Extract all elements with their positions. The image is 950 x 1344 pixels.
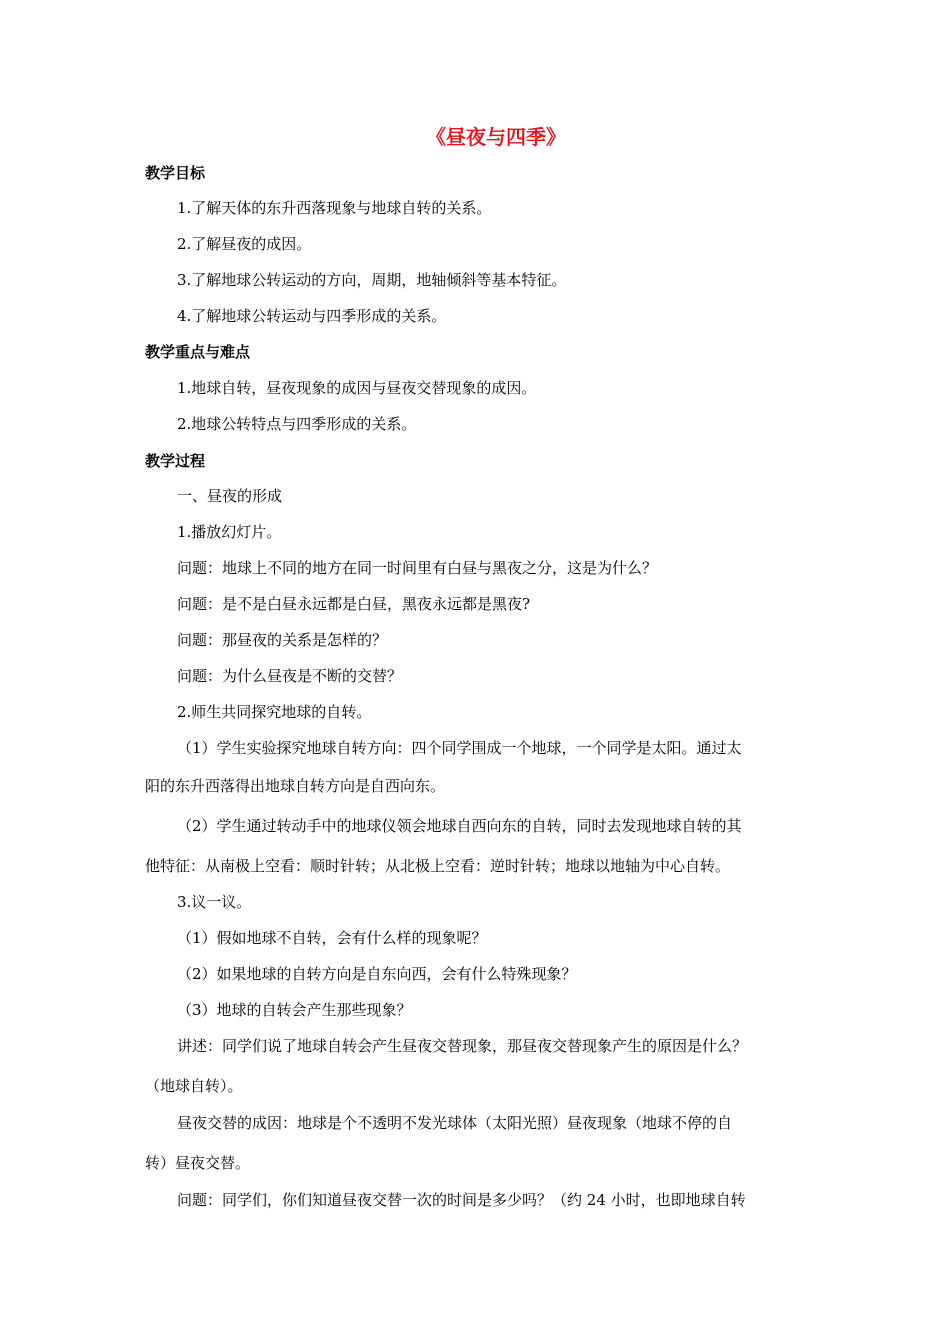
paragraph: （2）如果地球的自转方向是自东向西，会有什么特殊现象？ xyxy=(177,965,577,983)
key-point-item: 1.地球自转，昼夜现象的成因与昼夜交替现象的成因。 xyxy=(177,379,537,397)
paragraph-continuation: （地球自转）。 xyxy=(145,1077,243,1095)
paragraph-continuation: 他特征：从南极上空看：顺时针转；从北极上空看：逆时针转；地球以地轴为中心自转。 xyxy=(145,857,731,875)
paragraph: 昼夜交替的成因：地球是个不透明不发光球体（太阳光照）昼夜现象（地球不停的自 xyxy=(177,1114,733,1132)
paragraph: 2.师生共同探究地球的自转。 xyxy=(177,703,372,721)
question: 问题：为什么昼夜是不断的交替？ xyxy=(177,667,403,685)
paragraph: 讲述：同学们说了地球自转会产生昼夜交替现象，那昼夜交替现象产生的原因是什么？ xyxy=(177,1037,748,1055)
section-heading-goals: 教学目标 xyxy=(145,164,206,182)
paragraph: （1）学生实验探究地球自转方向：四个同学围成一个地球，一个同学是太阳。通过太 xyxy=(177,739,742,757)
goal-item: 1.了解天体的东升西落现象与地球自转的关系。 xyxy=(177,199,492,217)
section-heading-process: 教学过程 xyxy=(145,452,206,470)
goal-item: 2.了解昼夜的成因。 xyxy=(177,235,312,253)
goal-item: 3.了解地球公转运动的方向，周期，地轴倾斜等基本特征。 xyxy=(177,271,567,289)
paragraph: （3）地球的自转会产生那些现象？ xyxy=(177,1001,412,1019)
paragraph: （2）学生通过转动手中的地球仪领会地球自西向东的自转，同时去发现地球自转的其 xyxy=(177,817,742,835)
paragraph: 3.议一议。 xyxy=(177,893,252,911)
goal-item: 4.了解地球公转运动与四季形成的关系。 xyxy=(177,307,447,325)
paragraph: 1.播放幻灯片。 xyxy=(177,523,282,541)
document-title: 《昼夜与四季》 xyxy=(426,125,566,149)
paragraph: 问题：同学们，你们知道昼夜交替一次的时间是多少吗？（约 24 小时，也即地球自转 xyxy=(177,1191,746,1209)
paragraph-continuation: 阳的东升西落得出地球自转方向是自西向东。 xyxy=(145,777,446,795)
question: 问题：那昼夜的关系是怎样的？ xyxy=(177,631,388,649)
paragraph-continuation: 转）昼夜交替。 xyxy=(145,1154,251,1172)
paragraph: （1）假如地球不自转，会有什么样的现象呢？ xyxy=(177,929,487,947)
subsection-heading: 一、昼夜的形成 xyxy=(177,487,283,505)
section-heading-key-points: 教学重点与难点 xyxy=(145,343,251,361)
question: 问题：是不是白昼永远都是白昼，黑夜永远都是黑夜? xyxy=(177,595,531,613)
key-point-item: 2.地球公转特点与四季形成的关系。 xyxy=(177,415,417,433)
question: 问题：地球上不同的地方在同一时间里有白昼与黑夜之分，这是为什么？ xyxy=(177,559,658,577)
